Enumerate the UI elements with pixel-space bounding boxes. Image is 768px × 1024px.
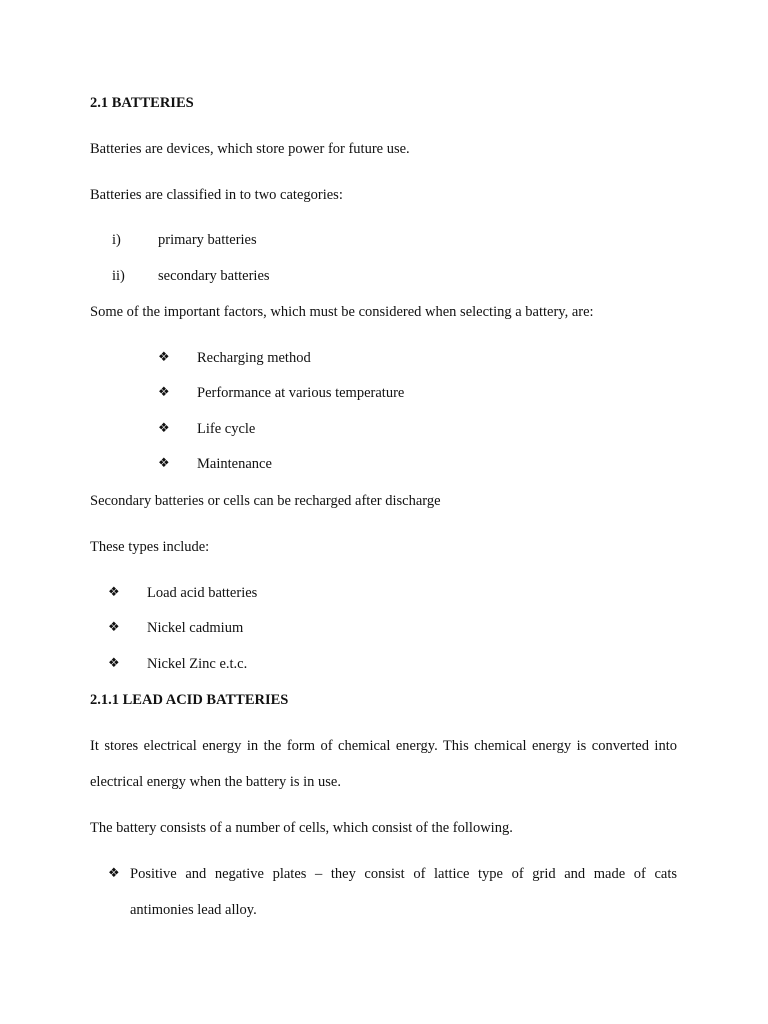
paragraph-line: electrical energy when the battery is in use. bbox=[90, 774, 341, 790]
diamond-bullet-icon: ❖ bbox=[108, 585, 120, 600]
list-item-text: Positive and negative plates – they consist of lattice type of grid and made of cats bbox=[130, 866, 677, 882]
diamond-bullet-icon: ❖ bbox=[158, 385, 170, 400]
diamond-bullet-icon: ❖ bbox=[108, 656, 120, 671]
diamond-bullet-icon: ❖ bbox=[158, 421, 170, 436]
list-item-label: Life cycle bbox=[197, 421, 256, 437]
list-item-label: Maintenance bbox=[197, 456, 272, 472]
subsection-heading: 2.1.1 LEAD ACID BATTERIES bbox=[90, 692, 289, 708]
diamond-bullet-icon: ❖ bbox=[108, 620, 120, 635]
paragraph-line: It stores electrical energy in the form of chemical energy. This chemical energy is converted into bbox=[90, 738, 677, 754]
secondary-note-paragraph: Secondary batteries or cells can be recharged after discharge bbox=[90, 493, 441, 509]
list-item-label: primary batteries bbox=[158, 232, 257, 248]
list-item-label: Performance at various temperature bbox=[197, 385, 405, 401]
list-item-label: Nickel cadmium bbox=[147, 620, 244, 636]
types-intro-paragraph: These types include: bbox=[90, 539, 210, 555]
intro-paragraph: Batteries are devices, which store power for future use. bbox=[90, 141, 410, 157]
diamond-bullet-icon: ❖ bbox=[158, 350, 170, 365]
list-item-number: ii) bbox=[112, 268, 125, 284]
section-heading: 2.1 BATTERIES bbox=[90, 95, 194, 111]
list-item-number: i) bbox=[112, 232, 121, 248]
cells-intro-paragraph: The battery consists of a number of cells, which consist of the following. bbox=[90, 820, 513, 836]
factors-intro-paragraph: Some of the important factors, which must be considered when selecting a battery, are: bbox=[90, 304, 594, 320]
diamond-bullet-icon: ❖ bbox=[158, 456, 170, 471]
classification-paragraph: Batteries are classified in to two categories: bbox=[90, 187, 343, 203]
list-item-label: Load acid batteries bbox=[147, 585, 258, 601]
list-item-label: secondary batteries bbox=[158, 268, 270, 284]
list-item-label: Recharging method bbox=[197, 350, 311, 366]
list-item-label: Nickel Zinc e.t.c. bbox=[147, 656, 248, 672]
list-item-text: antimonies lead alloy. bbox=[130, 902, 257, 918]
diamond-bullet-icon: ❖ bbox=[108, 866, 120, 881]
